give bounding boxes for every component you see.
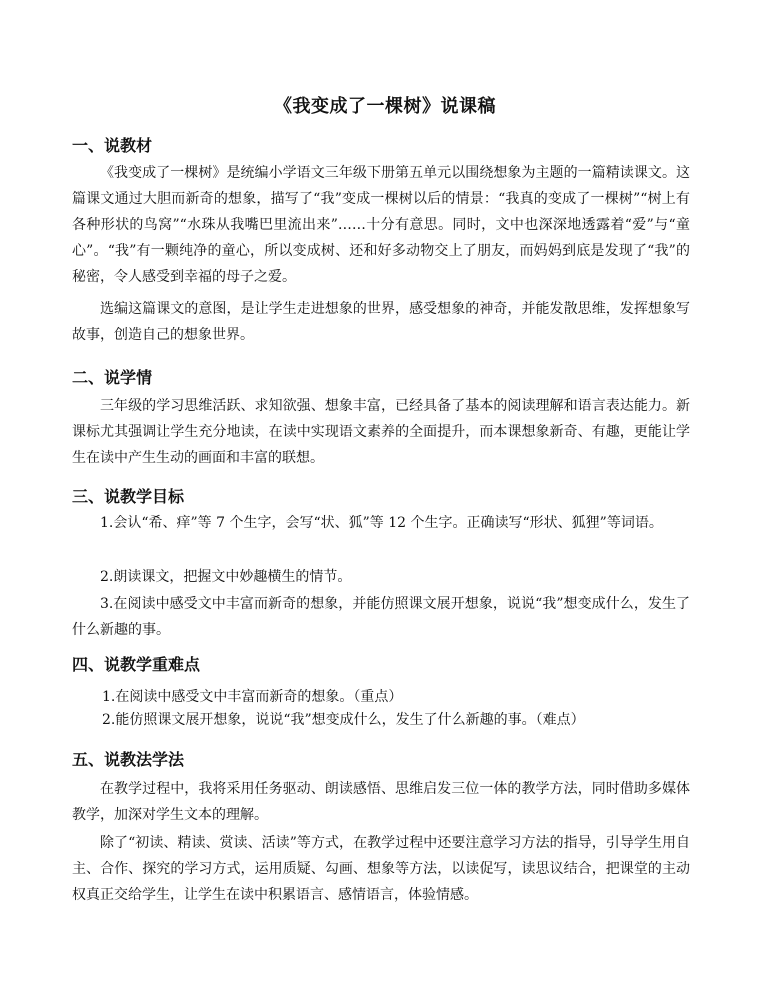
section-heading-learners: 二、说学情 [72, 368, 153, 387]
section-heading-objectives: 三、说教学目标 [72, 487, 185, 506]
paragraph-methods-1: 在教学过程中，我将采用任务驱动、朗读感悟、思维启发三位一体的教学方法，同时借助多媒体教学，加深对学生文本的理解。 [72, 781, 690, 823]
section-heading-key-points: 四、说教学重难点 [72, 655, 201, 674]
paragraph-objective-1: 1.会认“希、痒”等 7 个生字，会写“状、狐”等 12 个生字。正确读写“形状、狐狸”等词语。 [100, 515, 663, 531]
section-heading-methods: 五、说教法学法 [72, 750, 185, 769]
document-title: 《我变成了一棵树》说课稿 [274, 96, 496, 117]
key-point-item-1: 1.在阅读中感受文中丰富而新奇的想象。（重点） [102, 689, 403, 705]
paragraph-methods-2: 除了“初读、精读、赏读、活读”等方式，在教学过程中还要注意学习方法的指导，引导学生用自主、合作、探究的学习方式，运用质疑、勾画、想象等方法，以读促写，读思议结合，把课堂的主动权真正交给学生，让学生在读中积累语言、感情语言，体验情感。 [72, 835, 690, 903]
section-heading-textbook: 一、说教材 [72, 136, 153, 155]
paragraph-textbook-2: 选编这篇课文的意图，是让学生走进想象的世界，感受想象的神奇，并能发散思维，发挥想象写故事，创造自己的想象世界。 [72, 301, 690, 343]
paragraph-objective-2: 2.朗读课文，把握文中妙趣横生的情节。 [100, 569, 352, 585]
paragraph-objective-3: 3.在阅读中感受文中丰富而新奇的想象，并能仿照课文展开想象，说说“我”想变成什么，发生了什么新趣的事。 [72, 596, 690, 638]
key-point-item-2: 2.能仿照课文展开想象，说说“我”想变成什么，发生了什么新趣的事。（难点） [102, 712, 585, 728]
paragraph-textbook-1: 《我变成了一棵树》是统编小学语文三年级下册第五单元以围绕想象为主题的一篇精读课文。这篇课文通过大胆而新奇的想象，描写了“我”变成一棵树以后的情景：“我真的变成了一棵树”“树上有各种形状的鸟窝”“水珠从我嘴巴里流出来”……十分有意思。同时，文中也深深地透露着“爱”与“童心”。“我”有一颗纯净的童心，所以变成树、还和好多动物交上了朋友，而妈妈到底是发现了“我”的秘密，令人感受到幸福的母子之爱。 [72, 165, 690, 285]
paragraph-learners-1: 三年级的学习思维活跃、求知欲强、想象丰富，已经具备了基本的阅读理解和语言表达能力。新课标尤其强调让学生充分地读，在读中实现语文素养的全面提升，而本课想象新奇、有趣，更能让学生在读中产生生动的画面和丰富的联想。 [72, 398, 690, 466]
